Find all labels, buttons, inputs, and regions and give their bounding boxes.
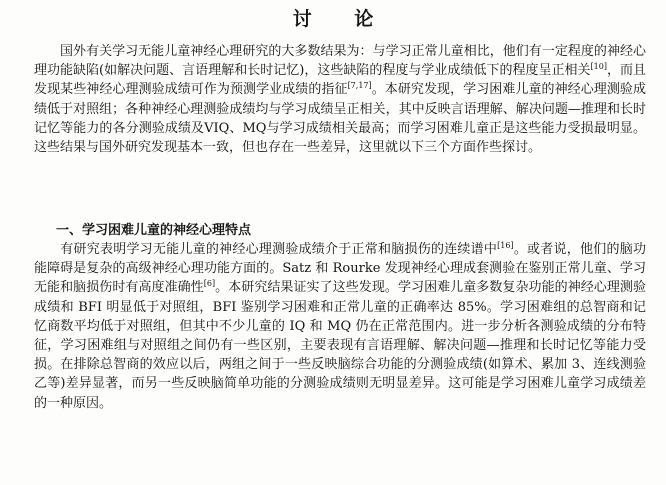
paragraph-1-text-b: ，而且发现某些神经心理测验成绩可作为预测学业成绩的指征: [34, 63, 646, 98]
discussion-paragraph-2: [34, 240, 646, 413]
paragraph-1-text-c: 。本研究发现，学习困难儿童的神经心理测验成绩低于对照组；各种神经心理测验成绩均与学习成绩呈正相关，其中反映言语理解、解决问题—推理和长时记忆等能力的各分测验成绩及VIQ、MQ与学习成绩相关最高；而学习困难儿童正是这些能力受损最明显。这些结果与国外研究发现基本一致，但也存在一些差异，这里就以下三个方面作些探讨。: [34, 82, 646, 156]
subsection-heading: 一、学习困难儿童的神经心理特点: [56, 223, 252, 238]
paragraph-1-text-a: 国外有关学习无能儿童神经心理研究的大多数结果为：与学习正常儿童相比，他们有一定程度的神经心理功能缺陷(如解决问题、言语理解和长时记忆)，这些缺陷的程度与学业成绩低下的程度呈正相关: [34, 44, 646, 79]
paragraph-2-text-c: 。本研究结果证实了这些发现。学习困难儿童多数复杂功能的神经心理测验成绩和 BFI 明显低于对照组，BFI 鉴别学习困难和正常儿童的正确率达 85%。学习困难组的总智商和记忆商数平均低于对照组，但其中不少儿童的 IQ 和 MQ 仍在正常范围内。进一步分析各测验成绩的分布特征，学习困难组与对照组之间仍有一些区别，主要表现有言语理解、解决问题—推理和长时记忆等能力受损。在排除总智商的效应以后，两组之间于一些反映脑综合功能的分测验成绩(如算术、累加 3、连线测验乙等)差异显著，而另一些反映脑简单功能的分测验成绩则无明显差异。这可能是学习困难儿童学习成绩差的一种原因。: [34, 280, 646, 411]
citation-ref: [16]: [497, 241, 514, 250]
citation-ref: [10]: [590, 62, 607, 72]
section-title: 讨 论: [292, 8, 392, 30]
discussion-paragraph-1: [34, 42, 646, 157]
paragraph-2-text-a: 有研究表明学习无能儿童的神经心理测验成绩介于正常和脑损伤的连续谱中: [60, 242, 498, 257]
citation-ref: [6]: [203, 279, 216, 289]
paragraph-2-text-b: 。或者说，他们的脑功能障碍是复杂的高级神经心理功能方面的。Satz 和 Rourke 发现神经心理成套测验在鉴别正常儿童、学习无能和脑损伤时有高度准确性: [34, 242, 646, 296]
citation-ref: [7,17]: [347, 81, 372, 91]
